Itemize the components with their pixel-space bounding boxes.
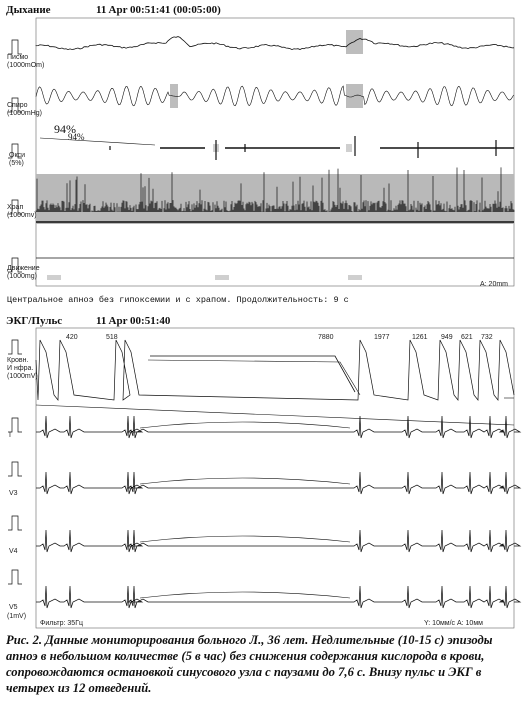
- resp-panel-title: Дыхание: [6, 4, 51, 16]
- ecg-scale-label: Y: 10мм/с A: 10мм: [424, 620, 483, 627]
- lead-label-i: I: [9, 432, 11, 439]
- move-marker-1: [215, 275, 229, 280]
- ecg-lead-0: [36, 416, 520, 438]
- spo2-value-a: 94%: [54, 122, 76, 136]
- lead-label-v4: V4: [9, 548, 18, 555]
- ecg-lead-3: [36, 586, 520, 608]
- spo2-marker-1: [346, 144, 352, 152]
- ecg-panel-title: ЭКГ/Пульс: [6, 315, 63, 327]
- ecg-pause-curve-2: [140, 536, 350, 542]
- ecg-calibration-step-3: [8, 516, 22, 530]
- channel-snore-label: Храп (1000mv): [7, 204, 37, 219]
- channel-pulse-label: Кровн. И нфра. (1000mV): [7, 357, 38, 380]
- lead-label-v3: V3: [9, 490, 18, 497]
- channel-spiro-label: Спиро (1000mHg): [7, 102, 43, 117]
- event-note: Центральное апноэ без гипоксемии и с храпом. Продолжительность: 9 с: [7, 295, 349, 305]
- resp-frame: [36, 18, 514, 286]
- lead-unit-label: (1mV): [7, 613, 27, 620]
- flow-trace: [36, 37, 514, 50]
- rr-interval-8: 732: [481, 334, 493, 341]
- calibration-step-0: [8, 40, 22, 54]
- ecg-pause-curve-1: [140, 478, 350, 484]
- channel-movement-label: Движение (1000mg): [7, 265, 40, 280]
- ecg-lead-1: [36, 472, 520, 494]
- resp-panel-time: 11 Apr 00:51:41 (00:05:00): [96, 4, 221, 16]
- pulse-plateau: [150, 356, 355, 392]
- channel-flow-label: Писмо (1000mOm): [7, 54, 45, 69]
- spo2-value-b: 94%: [68, 132, 85, 142]
- resp-scale-label: A: 20mm: [480, 281, 509, 288]
- rr-interval-3: 7880: [318, 334, 334, 341]
- rr-interval-7: 621: [461, 334, 473, 341]
- rr-interval-6: 949: [441, 334, 453, 341]
- ecg-calibration-step-0: [8, 340, 22, 354]
- move-marker-2: [348, 275, 362, 280]
- pulse-waveform: [36, 340, 514, 400]
- rr-interval-2: 518: [106, 334, 118, 341]
- lead-label-v5: V5: [9, 604, 18, 611]
- ecg-calibration-step-4: [8, 570, 22, 584]
- rr-interval-5: 1261: [412, 334, 428, 341]
- spiro-trace: [36, 86, 514, 106]
- move-marker-0: [47, 275, 61, 280]
- ecg-pause-curve-0: [140, 422, 350, 428]
- spo2-trend-line: [40, 138, 155, 145]
- ecg-panel-time: 11 Apr 00:51:40: [96, 315, 171, 327]
- ecg-calibration-step-1: [8, 418, 22, 432]
- pulse-plateau-2: [148, 360, 360, 395]
- snore-band: [36, 174, 514, 224]
- figure-caption: Рис. 2. Данные мониторирования больного Л., 36 лет. Недлительные (10-15 с) эпизоды апноэ в небольшом количестве (5 в час) без снижения содержания кислорода в крови, сопровождаются остановкой синусового узла с паузами до 7,6 с. Внизу пульс и ЭКГ в четырех из 12 отведений.: [6, 633, 493, 695]
- ecg-lead-2: [36, 530, 520, 552]
- ecg-calibration-step-2: [8, 462, 22, 476]
- ecg-filter-label: Фильтр: 35Гц: [40, 620, 83, 627]
- rr-interval-4: 1977: [374, 334, 390, 341]
- rr-interval-1: 420: [66, 334, 78, 341]
- ecg-pause-curve-3: [140, 592, 350, 598]
- channel-spo2-label: Окси (5%): [9, 152, 25, 167]
